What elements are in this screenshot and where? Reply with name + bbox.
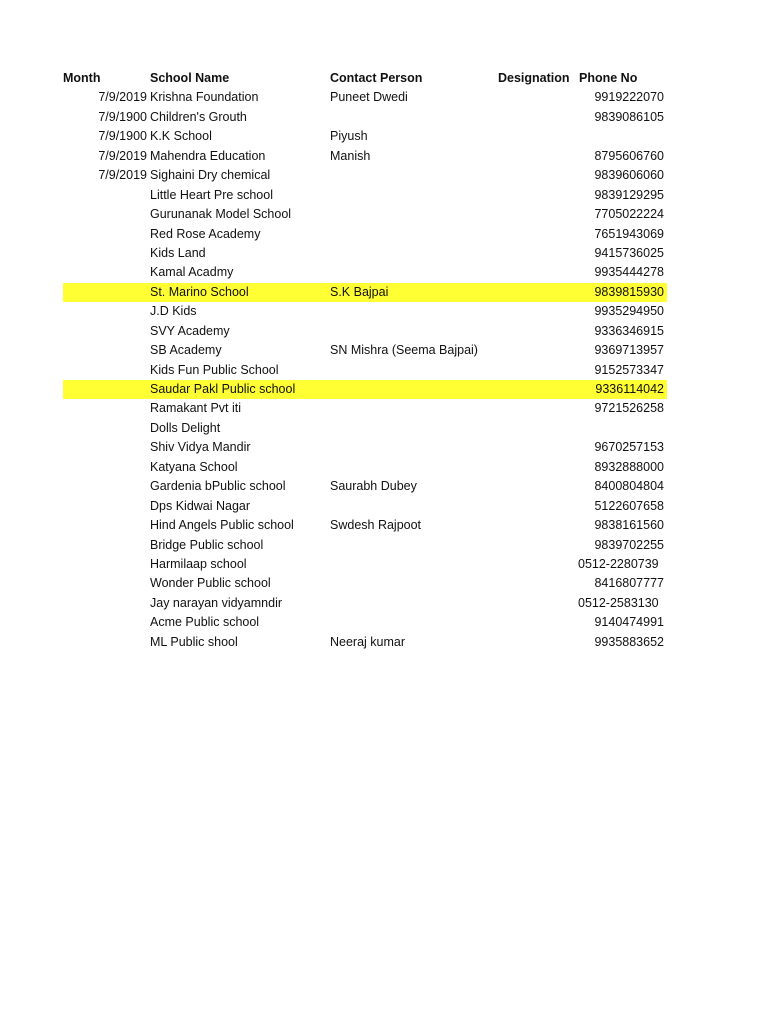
table-row [0, 613, 768, 632]
school-name-cell: Sighaini Dry chemical [150, 168, 271, 183]
school-name-cell: Little Heart Pre school [150, 187, 273, 202]
phone-cell: 9839606060 [594, 168, 664, 183]
phone-cell: 8416807777 [594, 576, 664, 591]
school-name-cell: Bridge Public school [150, 537, 264, 552]
table-row [0, 108, 768, 127]
table-row [0, 283, 768, 302]
table-row [0, 477, 768, 496]
phone-cell: 7705022224 [594, 207, 664, 222]
school-name-cell: St. Marino School [150, 284, 249, 299]
school-name-cell: Acme Public school [150, 615, 260, 630]
phone-cell: 9152573347 [594, 362, 664, 377]
phone-cell: 9670257153 [594, 440, 664, 455]
phone-cell: 9336114042 [595, 382, 664, 396]
phone-cell: 9839815930 [594, 284, 664, 299]
phone-cell: 9369713957 [594, 343, 664, 358]
phone-cell: 9919222070 [594, 90, 664, 105]
school-name-cell: Dolls Delight [150, 420, 221, 435]
table-row [0, 341, 768, 360]
table-row [0, 399, 768, 418]
school-name-cell: SB Academy [150, 343, 222, 358]
school-name-cell: Dps Kidwai Nagar [150, 498, 251, 513]
month-cell: 7/9/2019 [98, 168, 147, 183]
table-row [0, 263, 768, 282]
table-row [0, 380, 768, 399]
school-name-cell: K.K School [150, 129, 212, 144]
table-row [0, 438, 768, 457]
contact-person-cell: S.K Bajpai [330, 284, 389, 299]
phone-cell: 9935294950 [594, 304, 664, 319]
table-row [0, 594, 768, 613]
phone-cell: 8400804804 [594, 479, 664, 494]
phone-cell: 5122607658 [594, 498, 664, 513]
school-name-cell: Krishna Foundation [150, 90, 259, 105]
phone-cell: 9336346915 [594, 323, 664, 338]
school-name-cell: Kids Fun Public School [150, 362, 279, 377]
phone-cell: 0512-2280739 [578, 556, 659, 571]
contact-person-cell: Piyush [330, 129, 368, 144]
header-school-name: School Name [150, 71, 230, 85]
table-row [0, 244, 768, 263]
school-name-cell: Mahendra Education [150, 148, 266, 163]
phone-cell: 8932888000 [594, 459, 664, 474]
table-row [0, 88, 768, 107]
phone-cell: 9838161560 [594, 518, 664, 533]
phone-cell: 9721526258 [594, 401, 664, 416]
school-name-cell: Children's Grouth [150, 109, 247, 124]
school-name-cell: Kamal Acadmy [150, 265, 234, 280]
table-row [0, 322, 768, 341]
school-name-cell: SVY Academy [150, 323, 230, 338]
table-row [0, 147, 768, 166]
header-month: Month [63, 71, 101, 85]
phone-cell: 9839702255 [594, 537, 664, 552]
phone-cell: 9935444278 [594, 265, 664, 280]
table-row [0, 574, 768, 593]
table-row [0, 419, 768, 438]
contact-person-cell: Neeraj kumar [330, 634, 406, 649]
month-cell: 7/9/2019 [98, 148, 147, 163]
table-row [0, 555, 768, 574]
contact-sheet [0, 69, 768, 652]
phone-cell: 9415736025 [594, 245, 664, 260]
month-cell: 7/9/1900 [98, 109, 147, 124]
school-name-cell: Harmilaap school [150, 556, 247, 571]
table-row [0, 361, 768, 380]
header-row [0, 69, 768, 88]
table-row [0, 302, 768, 321]
header-designation: Designation [498, 71, 570, 85]
phone-cell: 9839086105 [594, 109, 664, 124]
school-name-cell: Wonder Public school [150, 576, 271, 591]
school-name-cell: J.D Kids [150, 304, 197, 319]
table-row [0, 497, 768, 516]
school-name-cell: Shiv Vidya Mandir [150, 440, 251, 455]
school-name-cell: Hind Angels Public school [150, 518, 294, 533]
contact-person-cell: SN Mishra (Seema Bajpai) [330, 343, 478, 358]
school-name-cell: Gardenia bPublic school [150, 479, 286, 494]
table-body [0, 88, 768, 652]
school-name-cell: Jay narayan vidyamndir [150, 595, 283, 610]
table-row [0, 633, 768, 652]
contact-person-cell: Swdesh Rajpoot [330, 518, 422, 533]
table-row [0, 516, 768, 535]
month-cell: 7/9/2019 [98, 90, 147, 105]
school-name-cell: Red Rose Academy [150, 226, 261, 241]
contact-person-cell: Manish [330, 148, 371, 163]
school-name-cell: Gurunanak Model School [150, 207, 292, 222]
contact-person-cell: Puneet Dwedi [330, 90, 408, 105]
school-name-cell: Saudar Pakl Public school [150, 382, 296, 396]
phone-cell: 9935883652 [594, 634, 664, 649]
table-row [0, 186, 768, 205]
table-row [0, 205, 768, 224]
school-name-cell: Katyana School [150, 459, 238, 474]
header-phone-no: Phone No [579, 71, 638, 85]
table-row [0, 458, 768, 477]
contact-person-cell: Saurabh Dubey [330, 479, 417, 494]
header-contact-person: Contact Person [330, 71, 423, 85]
phone-cell: 9140474991 [594, 615, 664, 630]
month-cell: 7/9/1900 [98, 129, 147, 144]
table-row [0, 166, 768, 185]
school-name-cell: Kids Land [150, 245, 206, 260]
table-row [0, 225, 768, 244]
phone-cell: 0512-2583130 [578, 595, 659, 610]
table-row [0, 536, 768, 555]
phone-cell: 9839129295 [594, 187, 664, 202]
table-row [0, 127, 768, 146]
school-name-cell: ML Public shool [150, 634, 238, 649]
phone-cell: 8795606760 [594, 148, 664, 163]
phone-cell: 7651943069 [594, 226, 664, 241]
school-name-cell: Ramakant Pvt iti [150, 401, 242, 416]
